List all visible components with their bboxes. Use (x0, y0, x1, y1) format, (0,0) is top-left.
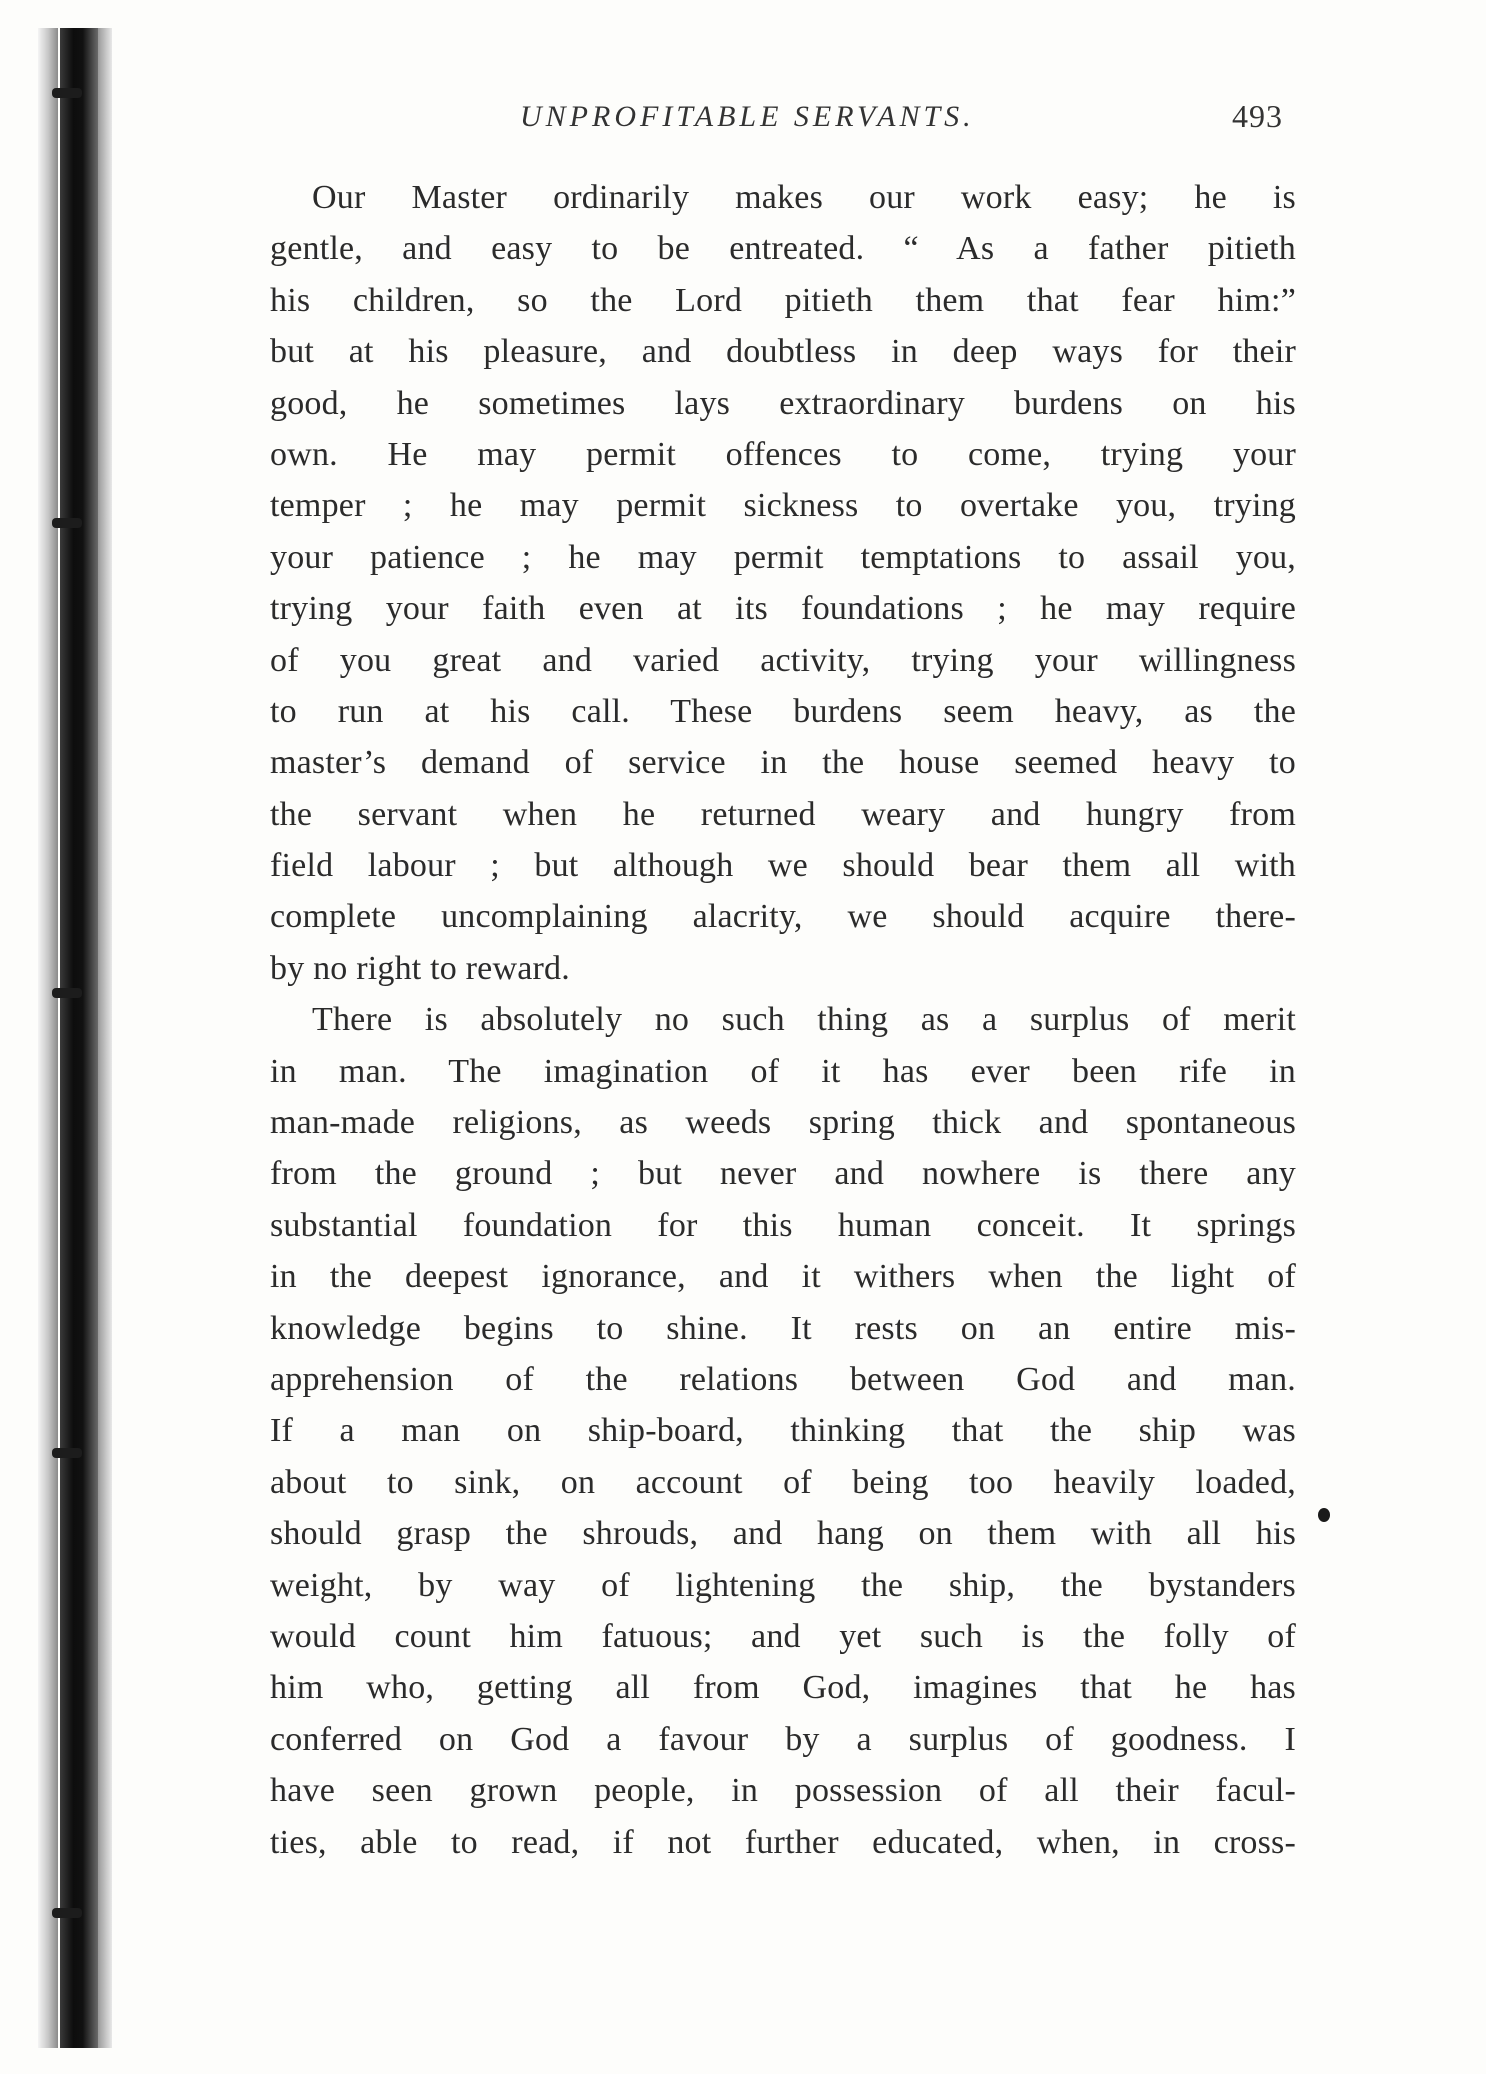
text-line: trying your faith even at its foundations ; he may require (270, 590, 1296, 628)
text-line: substantial foundation for this human conceit. It springs (270, 1206, 1296, 1244)
text-line: in man. The imagination of it has ever been rife in (270, 1052, 1296, 1090)
text-line: ties, able to read, if not further educated, when, in cross- (270, 1823, 1296, 1861)
text-line: but at his pleasure, and doubtless in deep ways for their (270, 333, 1296, 371)
text-line: temper ; he may permit sickness to overtake you, trying (270, 487, 1296, 525)
text-line: complete uncomplaining alacrity, we should acquire there- (270, 898, 1296, 936)
text-line: There is absolutely no such thing as a surplus of merit (312, 1001, 1296, 1039)
text-line: would count him fatuous; and yet such is the folly of (270, 1617, 1296, 1655)
text-line: weight, by way of lightening the ship, the bystanders (270, 1566, 1296, 1604)
text-line: own. He may permit offences to come, trying your (270, 435, 1296, 473)
text-line: of you great and varied activity, trying your willingness (270, 641, 1296, 679)
text-line: from the ground ; but never and nowhere is there any (270, 1155, 1296, 1193)
text-line: apprehension of the relations between God and man. (270, 1360, 1296, 1398)
text-line: gentle, and easy to be entreated. “ As a father pitieth (270, 230, 1296, 268)
text-line: man-made religions, as weeds spring thick and spontaneous (270, 1104, 1296, 1142)
book-binding-edge (38, 28, 108, 2048)
text-line: should grasp the shrouds, and hang on them with all his (270, 1515, 1296, 1553)
text-line: in the deepest ignorance, and it withers when the light of (270, 1258, 1296, 1296)
text-line: If a man on ship-board, thinking that the ship was (270, 1412, 1296, 1450)
running-title: UNPROFITABLE SERVANTS. (520, 100, 975, 133)
page-number: 493 (1232, 98, 1283, 134)
text-line: to run at his call. These burdens seem heavy, as the (270, 692, 1296, 730)
body-text (270, 172, 1296, 1868)
text-line: good, he sometimes lays extraordinary burdens on his (270, 384, 1296, 422)
text-line: about to sink, on account of being too heavily loaded, (270, 1463, 1296, 1501)
text-line: by no right to reward. (270, 949, 570, 987)
text-line: the servant when he returned weary and hungry from (270, 795, 1296, 833)
text-line: your patience ; he may permit temptations to assail you, (270, 538, 1296, 576)
text-line: have seen grown people, in possession of all their facul- (270, 1772, 1296, 1810)
text-line: master’s demand of service in the house seemed heavy to (270, 744, 1296, 782)
text-line: him who, getting all from God, imagines that he has (270, 1669, 1296, 1707)
text-line: Our Master ordinarily makes our work easy; he is (312, 179, 1296, 216)
text-line: field labour ; but although we should bear them all with (270, 847, 1296, 885)
text-line: his children, so the Lord pitieth them that fear him:” (270, 281, 1296, 319)
text-line: knowledge begins to shine. It rests on an entire mis- (270, 1309, 1296, 1347)
text-line: conferred on God a favour by a surplus of goodness. I (270, 1720, 1296, 1758)
ink-spot (1318, 1508, 1330, 1522)
